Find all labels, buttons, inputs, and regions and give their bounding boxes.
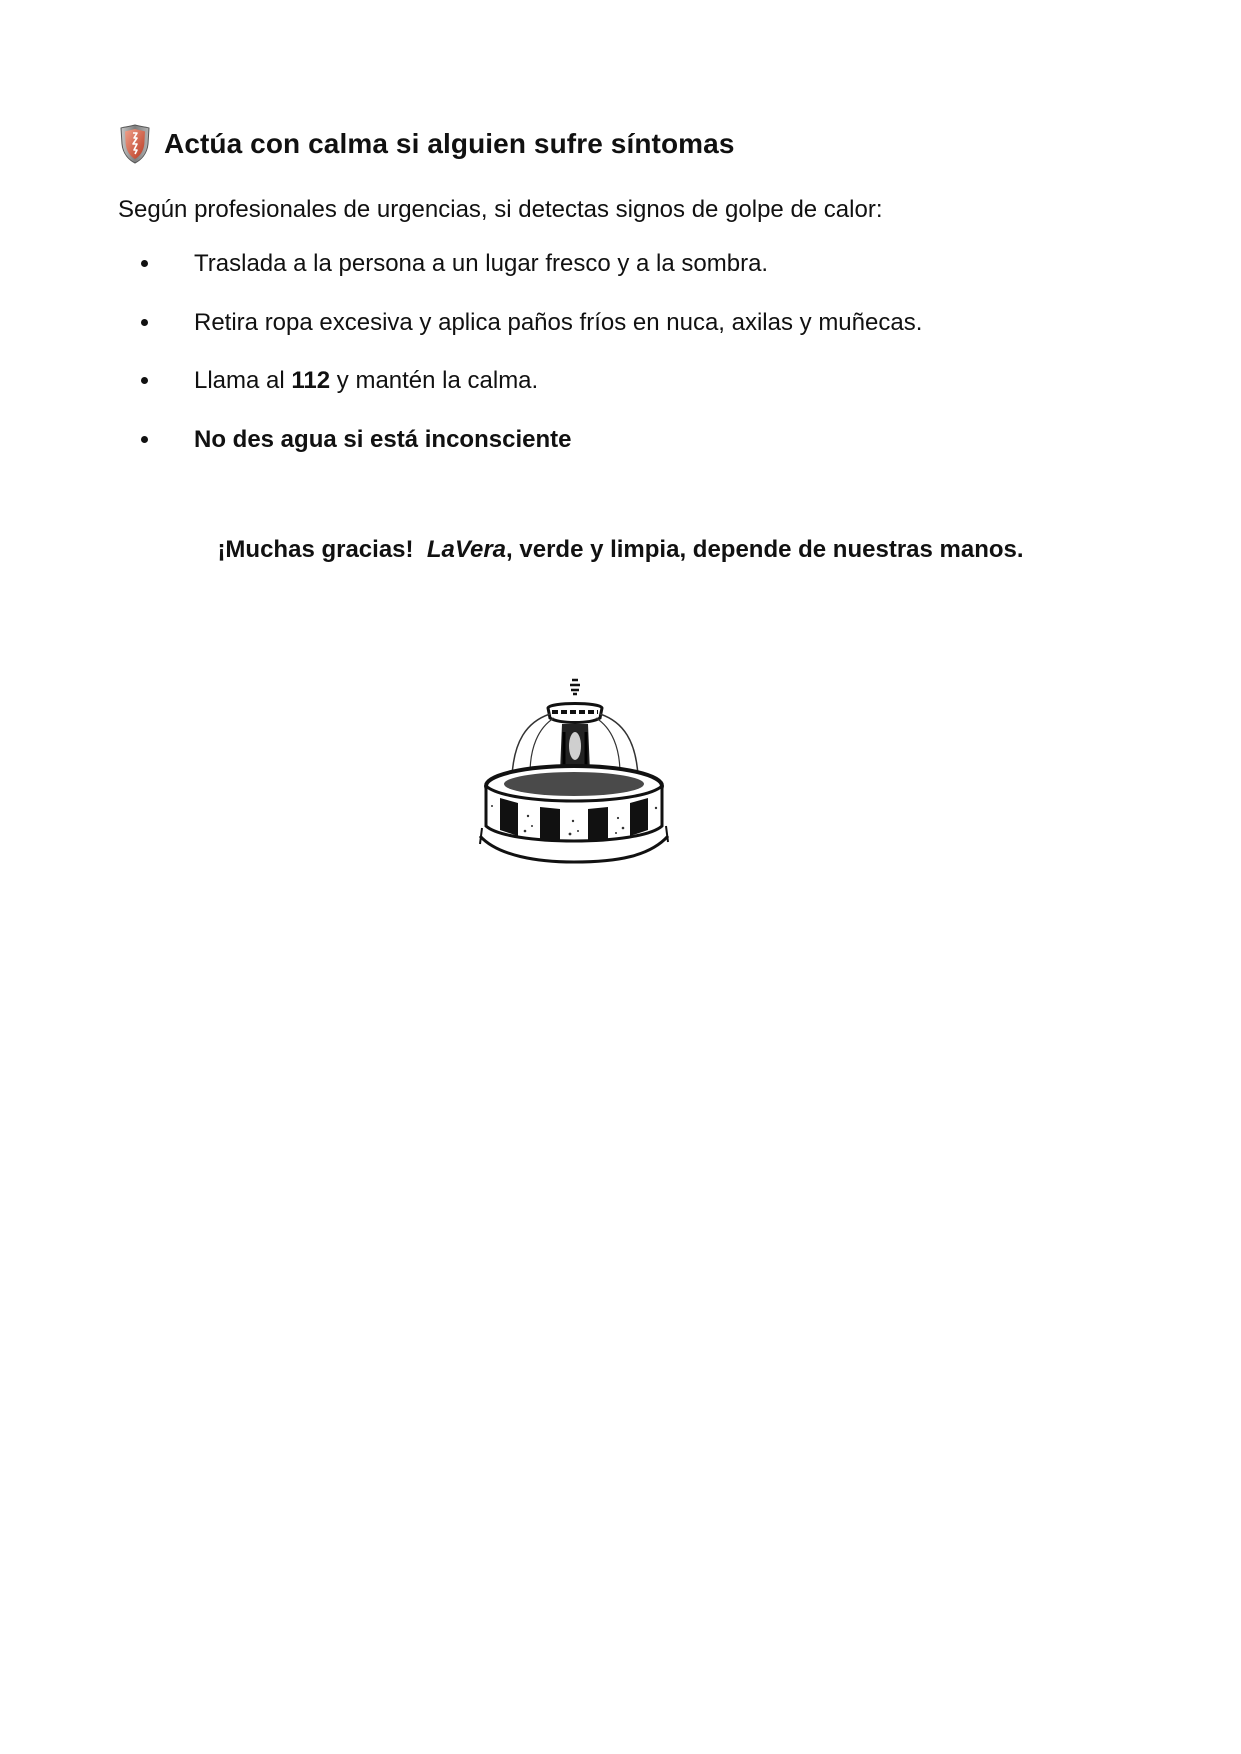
intro-paragraph: Según profesionales de urgencias, si detectas signos de golpe de calor: <box>118 196 883 223</box>
bullet-icon <box>141 436 148 443</box>
shield-icon <box>120 124 150 164</box>
bullet-icon <box>141 377 148 384</box>
closing-rest: , verde y limpia, depende de nuestras manos. <box>506 536 1024 563</box>
brand-name: LaVera <box>426 536 507 563</box>
section-heading <box>120 124 735 164</box>
closing-message <box>0 536 1241 564</box>
list-item-text: Retira ropa excesiva y aplica paños fríos en nuca, axilas y muñecas. <box>194 308 923 336</box>
emergency-number: 112 <box>291 367 331 394</box>
section-title: Actúa con calma si alguien sufre síntomas <box>164 128 735 159</box>
list-item-text: Traslada a la persona a un lugar fresco y a la sombra. <box>194 250 769 277</box>
list-item-text: No des agua si está inconsciente <box>194 425 572 453</box>
call-suffix: y mantén la calma. <box>330 367 539 394</box>
list-item-text <box>194 367 538 395</box>
bullet-icon <box>141 319 148 326</box>
thanks-greeting: ¡Muchas gracias! <box>217 536 414 563</box>
bullet-icon <box>141 260 148 267</box>
call-prefix: Llama al <box>194 367 292 394</box>
fountain-illustration <box>478 676 670 864</box>
